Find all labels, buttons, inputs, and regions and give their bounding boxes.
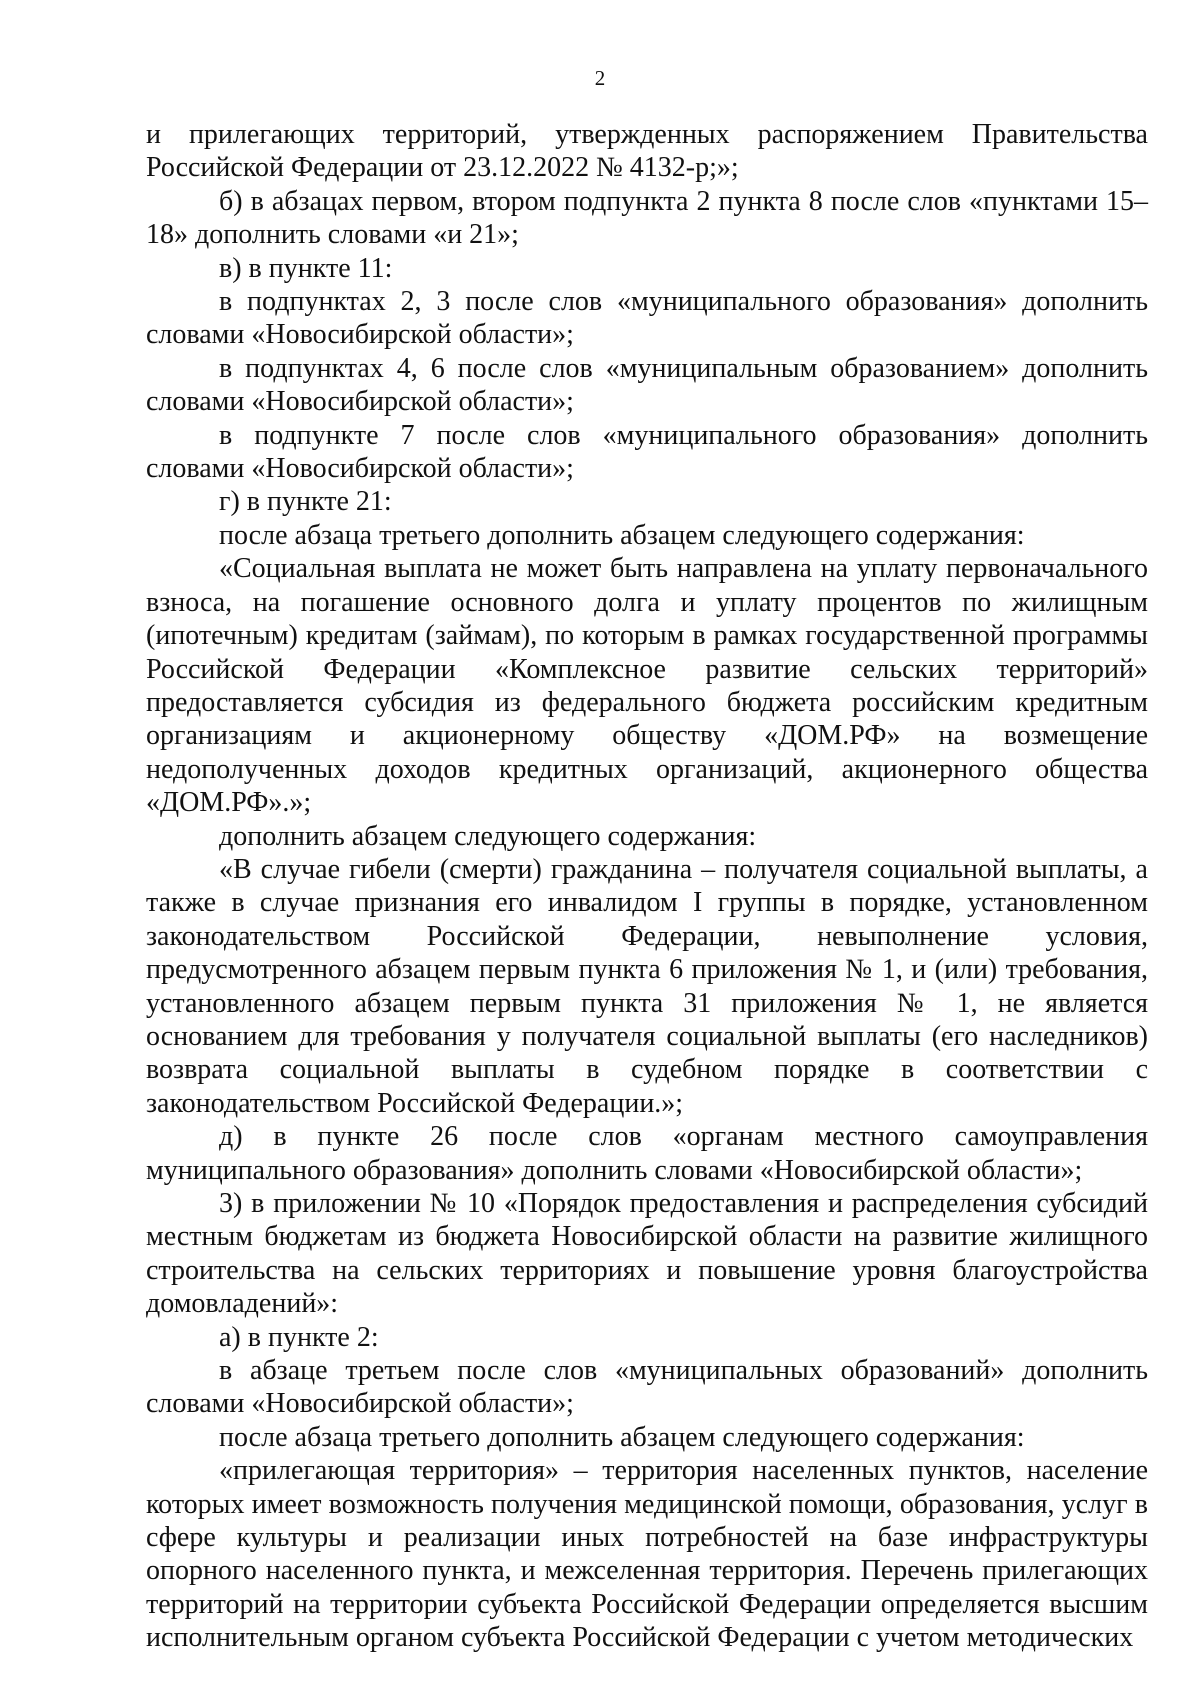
paragraph: г) в пункте 21:	[219, 486, 392, 518]
paragraph: в подпунктах 2, 3 после слов «муниципального образования» дополнить словами «Новосибирской области»;	[146, 286, 1148, 351]
paragraph: в подпунктах 4, 6 после слов «муниципальным образованием» дополнить словами «Новосибирской области»;	[146, 352, 1148, 418]
paragraph: после абзаца третьего дополнить абзацем следующего содержания:	[219, 519, 1025, 551]
paragraph: 3) в приложении № 10 «Порядок предоставления и распределения субсидий местным бюджетам из бюджета Новосибирской области на развитие жилищного строительства на сельских территориях и повышение уровня благоустройства домовладений»:	[146, 1188, 1148, 1320]
page-number: 2	[594, 66, 606, 90]
paragraph: а) в пункте 2:	[219, 1321, 379, 1353]
paragraph: в) в пункте 11:	[219, 252, 393, 284]
paragraph: «В случае гибели (смерти) гражданина – получателя социальной выплаты, а также в случае признания его инвалидом I группы в порядке, установленном законодательством Российской Федерации, невыполнение условия, предусмотренного абзацем первым пункта 6 приложения № 1, и (или) требования, установленного абзацем первым пункта 31 приложения № 1, не является основанием для требования у получателя социальной выплаты (его наследников) возврата социальной выплаты в судебном порядке в соответствии с законодательством Российской Федерации.»;	[146, 853, 1148, 1119]
paragraph: после абзаца третьего дополнить абзацем следующего содержания:	[219, 1421, 1025, 1453]
paragraph: дополнить абзацем следующего содержания:	[219, 820, 757, 852]
paragraph: б) в абзацах первом, втором подпункта 2 пункта 8 после слов «пунктами 15–18» дополнить словами «и 21»;	[146, 185, 1148, 251]
document-body	[146, 118, 1148, 1655]
paragraph: в абзаце третьем после слов «муниципальных образований» дополнить словами «Новосибирской области»;	[146, 1355, 1148, 1420]
paragraph: «Социальная выплата не может быть направлена на уплату первоначального взноса, на погашение основного долга и уплату процентов по жилищным (ипотечным) кредитам (займам), по которым в рамках государственной программы Российской Федерации «Комплексное развитие сельских территорий» предоставляется субсидия из федерального бюджета российским кредитным организациям и акционерному обществу «ДОМ.РФ» на возмещение недополученных доходов кредитных организаций, акционерного общества «ДОМ.РФ».»;	[146, 553, 1148, 819]
paragraph: в подпункте 7 после слов «муниципального образования» дополнить словами «Новосибирской области»;	[146, 419, 1148, 485]
paragraph: «прилегающая территория» – территория населенных пунктов, население которых имеет возможность получения медицинской помощи, образования, услуг в сфере культуры и реализации иных потребностей на базе инфраструктуры опорного населенного пункта, и межселенная территория. Перечень прилегающих территорий на территории субъекта Российской Федерации определяется высшим исполнительным органом субъекта Российской Федерации с учетом методических	[146, 1455, 1148, 1654]
paragraph: и прилегающих территорий, утвержденных распоряжением Правительства Российской Федерации от 23.12.2022 № 4132-р;»;	[146, 119, 1148, 184]
paragraph: д) в пункте 26 после слов «органам местного самоуправления муниципального образования» дополнить словами «Новосибирской области»;	[146, 1121, 1148, 1186]
